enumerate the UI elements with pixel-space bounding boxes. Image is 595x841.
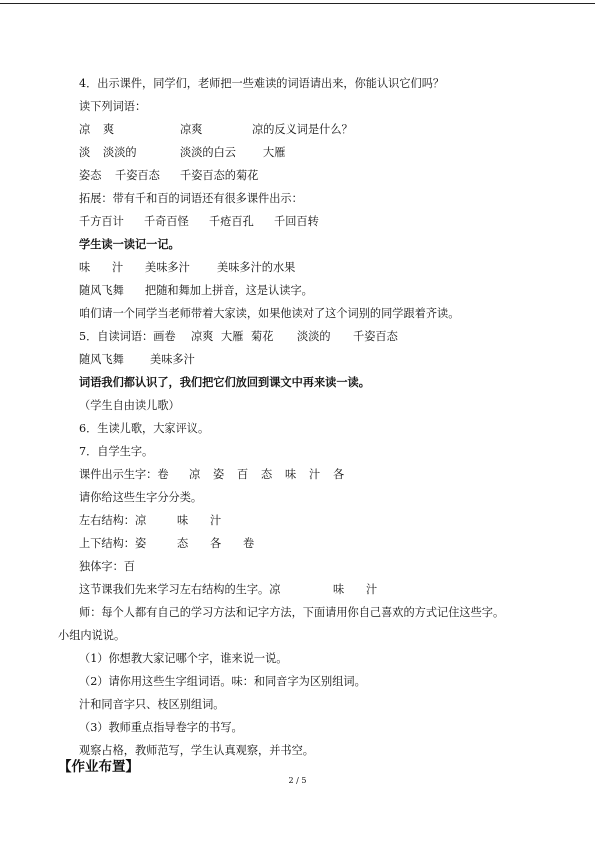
word-row: 味 汁 美味多汁 美味多汁的水果 [79, 261, 296, 274]
text-line: 7．自学生字。 [79, 445, 154, 458]
text-line: 师：每个人都有自己的学习方法和记字方法，下面请用你自己喜欢的方式记住这些字。 [79, 606, 505, 619]
word-row: 随风飞舞 美味多汁 [79, 353, 195, 366]
text-line: 词语我们都认识了，我们把它们放回到课文中再来读一读。 [79, 376, 370, 389]
text-line: 小组内说说。 [58, 629, 126, 642]
text-line: （3）教师重点指导卷字的书写。 [79, 721, 243, 734]
word-row: 左右结构：凉 味 汁 [79, 514, 222, 527]
word-row: 上下结构：姿 态 各 卷 [79, 537, 255, 550]
word-row: 姿态 千姿百态 千姿百态的菊花 [79, 169, 259, 182]
word-row: 凉 爽 凉爽 凉的反义词是什么？ [79, 123, 353, 136]
word-row: 5．自读词语：画卷 凉爽 大雁 菊花 淡淡的 千姿百态 [79, 330, 398, 343]
text-line: 读下列词语： [79, 100, 147, 113]
text-line: 观察占格，教师范写，学生认真观察，并书空。 [79, 744, 314, 757]
text-line: 4．出示课件，同学们，老师把一些难读的词语请出来，你能认识它们吗？ [79, 77, 445, 90]
text-line: （2）请你用这些生字组词语。味：和同音字为区别组词。 [79, 675, 366, 688]
word-row: 淡 淡淡的 淡淡的白云 大雁 [79, 146, 286, 159]
text-line: （学生自由读儿歌） [79, 399, 180, 412]
text-line: 汁和同音字只、枝区别组词。 [79, 698, 225, 711]
header-rule [0, 3, 595, 4]
text-line: 6．生读儿歌，大家评议。 [79, 422, 210, 435]
text-line: 独体字：百 [79, 560, 135, 573]
text-line: 拓展：带有千和百的词语还有很多课件出示： [79, 192, 303, 205]
section-heading: 【作业布置】 [58, 759, 139, 775]
word-row: 课件出示生字：卷 凉 姿 百 态 味 汁 各 [79, 468, 345, 481]
word-row: 这节课我们先来学习左右结构的生字。凉 味 汁 [79, 583, 378, 596]
bold-subheading: 学生读一读记一记。 [79, 238, 180, 251]
text-line: （1）你想教大家记哪个字，谁来说一说。 [79, 652, 288, 665]
text-line: 请你给这些生字分分类。 [79, 491, 203, 504]
page-number: 2 / 5 [288, 776, 307, 785]
word-row: 千方百计 千奇百怪 千疮百孔 千回百转 [79, 215, 319, 228]
text-line: 咱们请一个同学当老师带着大家读，如果他读对了这个词别的同学跟着齐读。 [79, 307, 460, 320]
word-row: 随风飞舞 把随和舞加上拼音，这是认读字。 [79, 284, 313, 297]
